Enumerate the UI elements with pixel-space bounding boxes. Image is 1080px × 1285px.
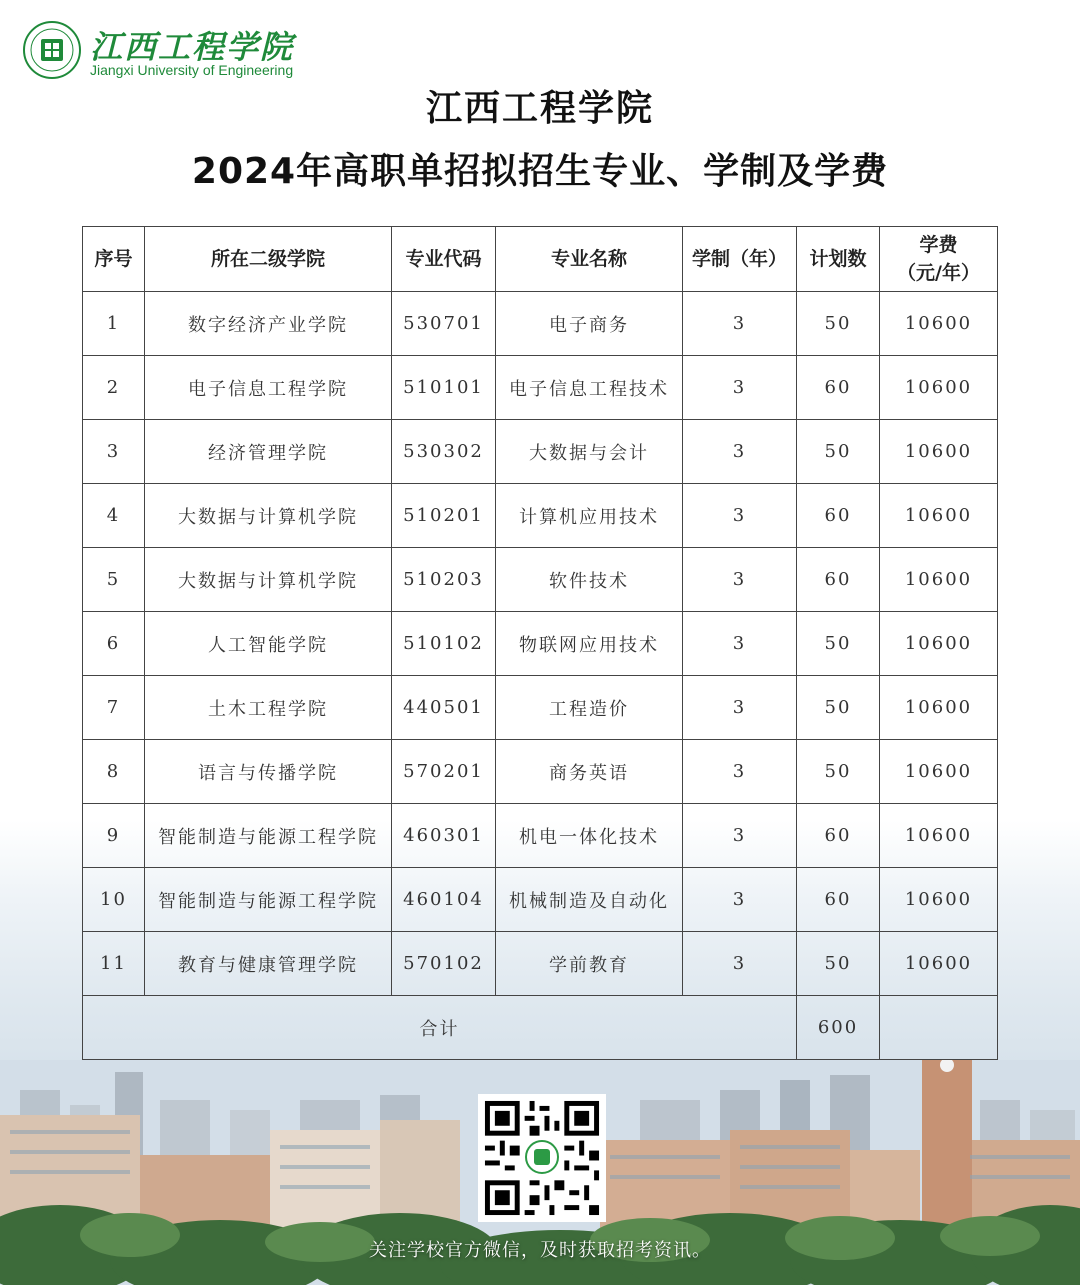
cell-college: 大数据与计算机学院 bbox=[145, 548, 392, 612]
header-plan: 计划数 bbox=[797, 227, 880, 292]
cell-fee: 10600 bbox=[880, 804, 998, 868]
header-fee-line1: 学费 bbox=[919, 234, 958, 256]
qr-logo-icon bbox=[525, 1140, 559, 1174]
cell-major: 商务英语 bbox=[496, 740, 683, 804]
cell-code: 530701 bbox=[392, 292, 496, 356]
cell-plan: 50 bbox=[797, 932, 880, 996]
cell-code: 570102 bbox=[392, 932, 496, 996]
table-row bbox=[83, 292, 998, 356]
brand-name-cn: 江西工程学院 bbox=[90, 28, 295, 66]
cell-fee: 10600 bbox=[880, 676, 998, 740]
cell-years: 3 bbox=[683, 868, 797, 932]
table-row bbox=[83, 356, 998, 420]
cell-years: 3 bbox=[683, 292, 797, 356]
cell-years: 3 bbox=[683, 356, 797, 420]
cell-college: 教育与健康管理学院 bbox=[145, 932, 392, 996]
cell-plan: 60 bbox=[797, 356, 880, 420]
cell-plan: 50 bbox=[797, 420, 880, 484]
cell-index: 6 bbox=[83, 612, 145, 676]
cell-plan: 50 bbox=[797, 292, 880, 356]
cell-fee: 10600 bbox=[880, 548, 998, 612]
cell-index: 7 bbox=[83, 676, 145, 740]
table-row bbox=[83, 420, 998, 484]
table-row bbox=[83, 740, 998, 804]
cell-plan: 60 bbox=[797, 804, 880, 868]
university-logo bbox=[22, 20, 312, 86]
total-fee-empty bbox=[880, 996, 998, 1060]
cell-years: 3 bbox=[683, 420, 797, 484]
table-row bbox=[83, 868, 998, 932]
table-row bbox=[83, 548, 998, 612]
cell-fee: 10600 bbox=[880, 292, 998, 356]
cell-fee: 10600 bbox=[880, 740, 998, 804]
cell-index: 3 bbox=[83, 420, 145, 484]
cell-major: 大数据与会计 bbox=[496, 420, 683, 484]
cell-fee: 10600 bbox=[880, 484, 998, 548]
cell-code: 460301 bbox=[392, 804, 496, 868]
total-label: 合计 bbox=[83, 996, 797, 1060]
table-row bbox=[83, 484, 998, 548]
cell-years: 3 bbox=[683, 804, 797, 868]
cell-fee: 10600 bbox=[880, 932, 998, 996]
cell-college: 大数据与计算机学院 bbox=[145, 484, 392, 548]
cell-years: 3 bbox=[683, 612, 797, 676]
cell-code: 510203 bbox=[392, 548, 496, 612]
table-row bbox=[83, 804, 998, 868]
page-subtitle: 2024年高职单招拟招生专业、学制及学费 bbox=[191, 151, 889, 192]
cell-fee: 10600 bbox=[880, 868, 998, 932]
cell-major: 学前教育 bbox=[496, 932, 683, 996]
cell-index: 11 bbox=[83, 932, 145, 996]
cell-code: 530302 bbox=[392, 420, 496, 484]
cell-code: 510101 bbox=[392, 356, 496, 420]
cell-major: 物联网应用技术 bbox=[496, 612, 683, 676]
cell-plan: 60 bbox=[797, 484, 880, 548]
cell-major: 工程造价 bbox=[496, 676, 683, 740]
university-seal-icon bbox=[22, 20, 82, 80]
cell-years: 3 bbox=[683, 484, 797, 548]
cell-major: 电子商务 bbox=[496, 292, 683, 356]
header-college: 所在二级学院 bbox=[145, 227, 392, 292]
cell-index: 8 bbox=[83, 740, 145, 804]
cell-code: 440501 bbox=[392, 676, 496, 740]
cell-college: 人工智能学院 bbox=[145, 612, 392, 676]
cell-index: 1 bbox=[83, 292, 145, 356]
total-plan: 600 bbox=[797, 996, 880, 1060]
cell-college: 智能制造与能源工程学院 bbox=[145, 868, 392, 932]
cell-college: 数字经济产业学院 bbox=[145, 292, 392, 356]
cell-college: 经济管理学院 bbox=[145, 420, 392, 484]
cell-plan: 50 bbox=[797, 676, 880, 740]
cell-college: 智能制造与能源工程学院 bbox=[145, 804, 392, 868]
cell-index: 4 bbox=[83, 484, 145, 548]
cell-code: 570201 bbox=[392, 740, 496, 804]
cell-fee: 10600 bbox=[880, 420, 998, 484]
cell-major: 机械制造及自动化 bbox=[496, 868, 683, 932]
cell-major: 电子信息工程技术 bbox=[496, 356, 683, 420]
cell-plan: 50 bbox=[797, 612, 880, 676]
cell-code: 460104 bbox=[392, 868, 496, 932]
page-title: 江西工程学院 bbox=[425, 88, 654, 129]
cell-college: 土木工程学院 bbox=[145, 676, 392, 740]
cell-index: 2 bbox=[83, 356, 145, 420]
table-row bbox=[83, 612, 998, 676]
cell-index: 9 bbox=[83, 804, 145, 868]
cell-index: 10 bbox=[83, 868, 145, 932]
cell-major: 软件技术 bbox=[496, 548, 683, 612]
table-row bbox=[83, 932, 998, 996]
cell-college: 语言与传播学院 bbox=[145, 740, 392, 804]
total-row bbox=[83, 996, 998, 1060]
cell-code: 510201 bbox=[392, 484, 496, 548]
cell-plan: 60 bbox=[797, 548, 880, 612]
cell-index: 5 bbox=[83, 548, 145, 612]
cell-major: 计算机应用技术 bbox=[496, 484, 683, 548]
header-fee bbox=[880, 227, 998, 292]
enrollment-table bbox=[82, 226, 998, 1060]
header-fee-line2: （元/年） bbox=[897, 262, 980, 284]
cell-college: 电子信息工程学院 bbox=[145, 356, 392, 420]
header-years: 学制（年） bbox=[683, 227, 797, 292]
table-header-row bbox=[83, 227, 998, 292]
brand-name-en: Jiangxi University of Engineering bbox=[90, 62, 294, 78]
cell-years: 3 bbox=[683, 932, 797, 996]
cell-plan: 60 bbox=[797, 868, 880, 932]
cell-fee: 10600 bbox=[880, 356, 998, 420]
cell-years: 3 bbox=[683, 740, 797, 804]
cell-code: 510102 bbox=[392, 612, 496, 676]
header-major: 专业名称 bbox=[496, 227, 683, 292]
footer-note: 关注学校官方微信，及时获取招考资讯。 bbox=[369, 1240, 711, 1261]
header-code: 专业代码 bbox=[392, 227, 496, 292]
cell-years: 3 bbox=[683, 548, 797, 612]
cell-major: 机电一体化技术 bbox=[496, 804, 683, 868]
header-index: 序号 bbox=[83, 227, 145, 292]
cell-years: 3 bbox=[683, 676, 797, 740]
table-row bbox=[83, 676, 998, 740]
cell-fee: 10600 bbox=[880, 612, 998, 676]
cell-plan: 50 bbox=[797, 740, 880, 804]
